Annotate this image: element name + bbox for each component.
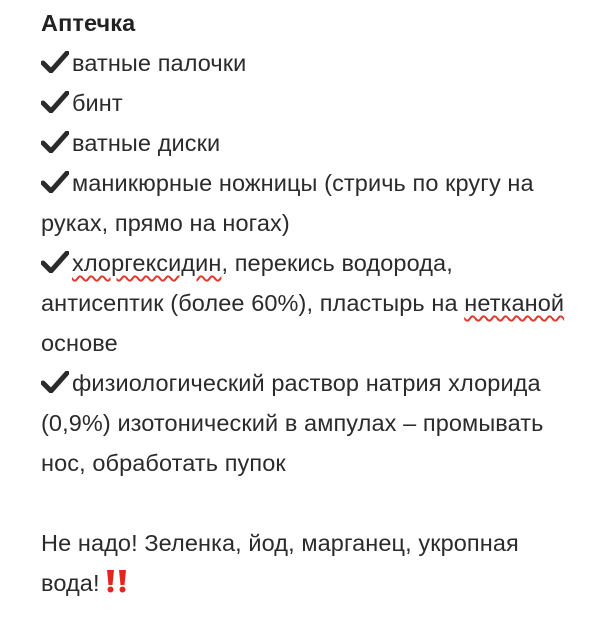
- heavy-check-mark-icon: [41, 251, 69, 273]
- list-item-text: бинт: [72, 90, 123, 116]
- list-item: [41, 163, 581, 243]
- list-item-text: основе: [41, 330, 118, 356]
- list-item-text: , перекись водорода, антисептик (более 60%), пластырь на: [41, 250, 465, 316]
- blank-line: [41, 483, 581, 523]
- list-item: [41, 123, 581, 163]
- misspelled-word[interactable]: хлоргексидин: [72, 250, 222, 276]
- double-exclamation-mark-icon: [104, 569, 130, 593]
- list-item: [41, 43, 581, 83]
- misspelled-word[interactable]: нетканой: [464, 290, 565, 316]
- warning-text-content: Не надо! Зеленка, йод, марганец, укропная вода!: [41, 530, 519, 596]
- list-item-text: маникюрные ножницы (стричь по кругу на руках, прямо на ногах): [41, 170, 534, 236]
- heavy-check-mark-icon: [41, 371, 69, 393]
- heavy-check-mark-icon: [41, 51, 69, 73]
- list-item-text: ватные диски: [72, 130, 221, 156]
- list-item-text: ватные палочки: [72, 50, 247, 76]
- note-title: Аптечка: [41, 10, 136, 36]
- heavy-check-mark-icon: [41, 171, 69, 193]
- list-item-text: физиологический раствор натрия хлорида (0,9%) изотонический в ампулах – промывать нос, обработать пупок: [41, 370, 544, 476]
- heavy-check-mark-icon: [41, 131, 69, 153]
- list-item: [41, 243, 581, 363]
- heavy-check-mark-icon: [41, 91, 69, 113]
- list-item: [41, 83, 581, 123]
- warning-text: [41, 523, 581, 603]
- list-item: [41, 363, 581, 483]
- note-body[interactable]: [41, 3, 581, 603]
